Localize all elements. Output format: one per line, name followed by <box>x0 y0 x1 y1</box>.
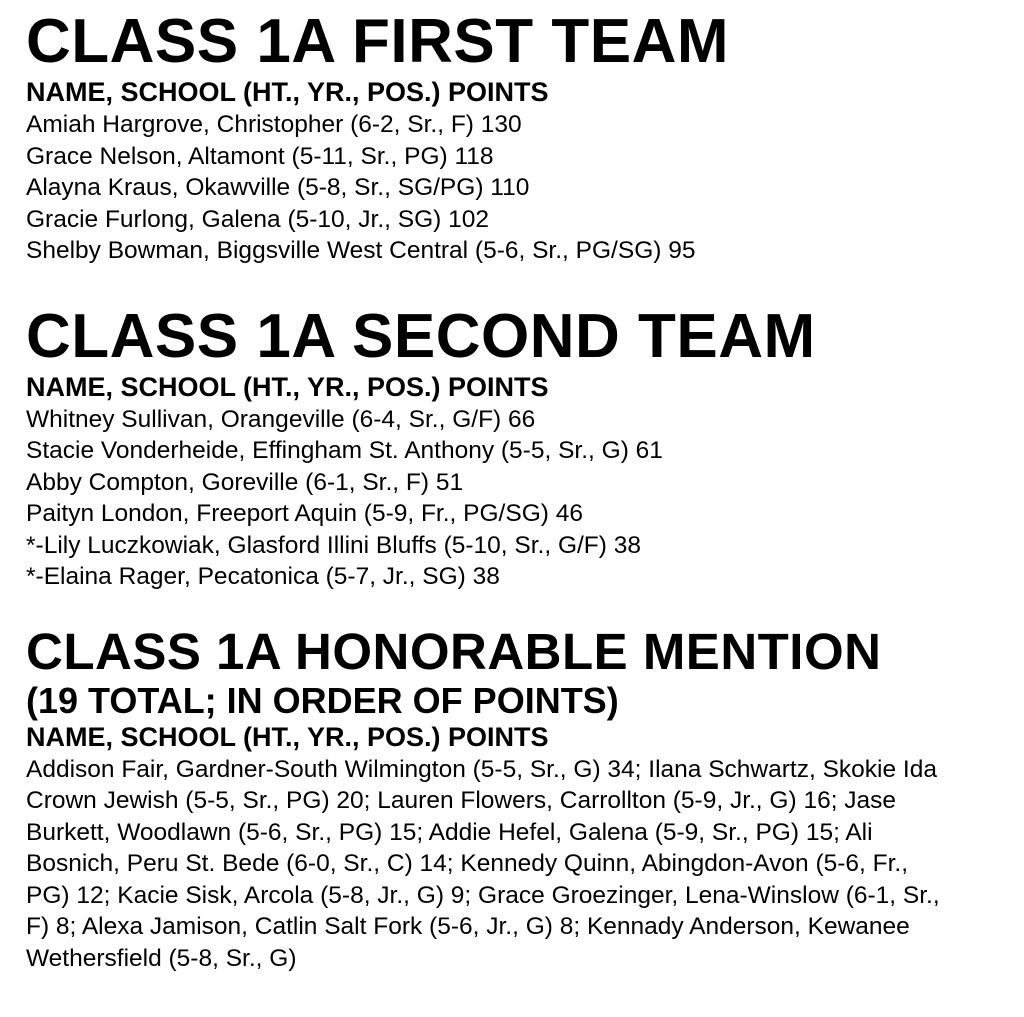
list-item: Grace Nelson, Altamont (5-11, Sr., PG) 118 <box>26 142 494 170</box>
list-item: Shelby Bowman, Biggsville West Central (5-6, Sr., PG/SG) 95 <box>26 237 696 264</box>
list-item: Whitney Sullivan, Orangeville (6-4, Sr., G/F) 66 <box>26 405 536 433</box>
first-team-section <box>26 8 1006 267</box>
list-item: *-Lily Luczkowiak, Glasford Illini Bluffs (5-10, Sr., G/F) 38 <box>26 531 641 559</box>
list-item: *-Elaina Rager, Pecatonica (5-7, Jr., SG) 38 <box>26 563 500 590</box>
second-team-title: CLASS 1A SECOND TEAM <box>26 301 816 371</box>
honorable-mention-text: Addison Fair, Gardner-South Wilmington (5-5, Sr., G) 34; Ilana Schwartz, Skokie Ida Crown Jewish (5-5, Sr., PG) 20; Lauren Flowers, Carrollton (5-9, Jr., G) 16; Jase Burkett, Woodlawn (5-6, Sr., PG) 15; Addie Hefel, Galena (5-9, Sr., PG) 15; Ali Bosnich, Peru St. Bede (6-0, Sr., C) 14; Kennedy Quinn, Abingdon-Avon (5-6, Fr., PG) 12; Kacie Sisk, Arcola (5-8, Jr., G) 9; Grace Groezinger, Lena-Winslow (6-1, Sr., F) 8; Alexa Jamison, Catlin Salt Fork (5-6, Jr., G) 8; Kennady Anderson, Kewanee Wethersfield (5-8, Sr., G) <box>26 755 940 972</box>
list-item: Alayna Kraus, Okawville (5-8, Sr., SG/PG) 110 <box>26 174 530 201</box>
first-team-column-header: NAME, SCHOOL (HT., YR., POS.) POINTS <box>26 77 549 107</box>
first-team-title: CLASS 1A FIRST TEAM <box>26 7 730 76</box>
honorable-mention-column-header: NAME, SCHOOL (HT., YR., POS.) POINTS <box>26 721 549 752</box>
first-team-list <box>26 109 1006 267</box>
list-item: Abby Compton, Goreville (6-1, Sr., F) 51 <box>26 468 464 496</box>
spacer <box>26 593 1006 623</box>
list-item: Paityn London, Freeport Aquin (5-9, Fr., PG/SG) 46 <box>26 500 583 527</box>
spacer <box>26 267 1006 303</box>
honorable-mention-subtitle: (19 TOTAL; IN ORDER OF POINTS) <box>26 679 619 721</box>
list-item: Gracie Furlong, Galena (5-10, Jr., SG) 102 <box>26 205 489 233</box>
second-team-list <box>26 404 1006 593</box>
honorable-mention-title: CLASS 1A HONORABLE MENTION <box>26 622 882 680</box>
honorable-mention-section <box>26 623 1006 975</box>
second-team-column-header: NAME, SCHOOL (HT., YR., POS.) POINTS <box>26 371 549 402</box>
list-item: Stacie Vonderheide, Effingham St. Anthony (5-5, Sr., G) 61 <box>26 437 663 464</box>
second-team-section <box>26 303 1006 593</box>
list-item: Amiah Hargrove, Christopher (6-2, Sr., F) 130 <box>26 111 522 138</box>
document-page <box>26 8 1006 974</box>
